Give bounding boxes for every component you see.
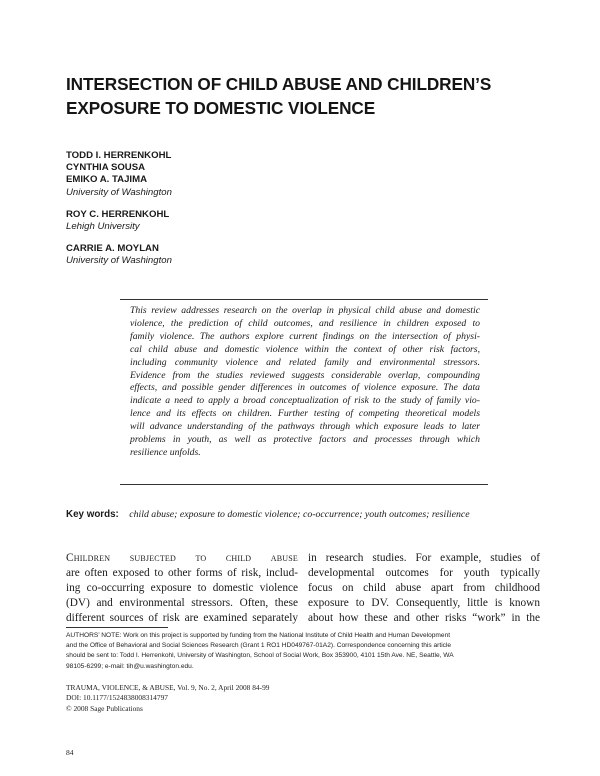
- abstract-bottom-rule: [120, 484, 488, 485]
- footnote-line: should be sent to: Todd I. Herrenkohl, University of Washington, School of Social Work, Box 353900, 4101 15th Ave. NE, Seattle, WA: [66, 652, 454, 660]
- abstract-line: lence and its effects on children. Further testing of competing theoretical models: [130, 408, 480, 420]
- body-line: [66, 551, 298, 566]
- footnote-line: and the Office of Behavioral and Social Sciences Research (Grant 1 RO1 HD049767-01A2). Correspondence concerning this article: [66, 642, 452, 650]
- abstract-line: cal child abuse and domestic violence within the context of other risk factors,: [130, 343, 480, 355]
- body-line: different sources of risk are examined separately: [66, 612, 298, 624]
- body-line: developmental outcomes for youth typically: [308, 567, 540, 579]
- abstract-line: effects, and possible gender differences in outcomes of violence exposure. The data: [130, 382, 480, 394]
- keywords-text: child abuse; exposure to domestic violence; co-occurrence; youth outcomes; resilience: [129, 509, 470, 520]
- body-line: ing co-occurring exposure to domestic violence: [66, 582, 298, 594]
- author-name: ROY C. HERRENKOHL: [66, 208, 170, 220]
- abstract-line: will advance understanding of the pathways through which exposure leads to later: [130, 421, 480, 433]
- author-group: [66, 209, 426, 233]
- abstract-line: This review addresses research on the overlap in physical child abuse and domestic: [130, 305, 480, 316]
- author-affiliation: University of Washington: [66, 186, 172, 198]
- author-affiliation: University of Washington: [66, 255, 172, 267]
- abstract-line: indicate a need to apply a broad conceptualization of risk to the study of family vio-: [130, 395, 480, 407]
- abstract-line: Evidence from the studies reviewed suggests considerable overlap, compounding: [130, 369, 480, 381]
- keywords: [66, 508, 536, 521]
- authors-note: [66, 631, 540, 672]
- body-line: exposure to DV. Consequently, little is known: [308, 597, 540, 609]
- body-line: about how these and other risks “work” in the: [308, 612, 540, 624]
- author-affiliation: Lehigh University: [66, 221, 140, 233]
- journal-info: [66, 683, 366, 714]
- body-line: (DV) and environmental stressors. Often, these: [66, 597, 298, 609]
- author-name: CYNTHIA SOUSA: [66, 162, 146, 174]
- abstract-line: resilience unfolds.: [130, 446, 201, 458]
- body-column-right: [308, 551, 540, 626]
- lead-in: Children subjected to child abuse: [66, 552, 298, 564]
- author-block: [66, 150, 426, 278]
- journal-citation: TRAUMA, VIOLENCE, & ABUSE, Vol. 9, No. 2, April 2008 84-99: [66, 683, 270, 692]
- doi: DOI: 10.1177/1524838008314797: [66, 693, 168, 703]
- footnote-line: 98105-6299; e-mail: tih@u.washington.edu.: [66, 662, 194, 670]
- abstract-line: including community violence and related family and environmental stressors.: [130, 356, 480, 368]
- copyright: © 2008 Sage Publications: [66, 703, 143, 713]
- author-name: EMIKO A. TAJIMA: [66, 174, 148, 186]
- article-title: [66, 72, 536, 120]
- body-column-left: [66, 551, 298, 626]
- footnote-rule: [66, 627, 168, 628]
- abstract-top-rule: [120, 299, 488, 300]
- keywords-label: Key words:: [66, 509, 119, 520]
- body-line: in research studies. For example, studies of: [308, 552, 540, 564]
- author-name: CARRIE A. MOYLAN: [66, 243, 159, 255]
- title-line: EXPOSURE TO DOMESTIC VIOLENCE: [66, 98, 376, 118]
- author-name: TODD I. HERRENKOHL: [66, 150, 172, 161]
- page-number: 84: [66, 748, 74, 757]
- abstract: [130, 305, 480, 460]
- author-group: [66, 243, 426, 267]
- body-line: are often exposed to other forms of risk, includ-: [66, 567, 298, 579]
- body-line: focus on child abuse apart from childhood: [308, 582, 540, 594]
- abstract-line: problems in youth, as well as protective factors and processes through which: [130, 434, 480, 446]
- footnote-line: AUTHORS’ NOTE: Work on this project is supported by funding from the National Institute of Child Health and Human Development: [66, 632, 451, 639]
- title-line: INTERSECTION OF CHILD ABUSE AND CHILDREN’S: [66, 74, 492, 94]
- abstract-line: family violence. The authors explore current findings on the intersection of physi-: [130, 330, 480, 342]
- author-group: [66, 150, 426, 199]
- abstract-line: violence, the prediction of child outcomes, and resilience in children exposed to: [130, 317, 480, 329]
